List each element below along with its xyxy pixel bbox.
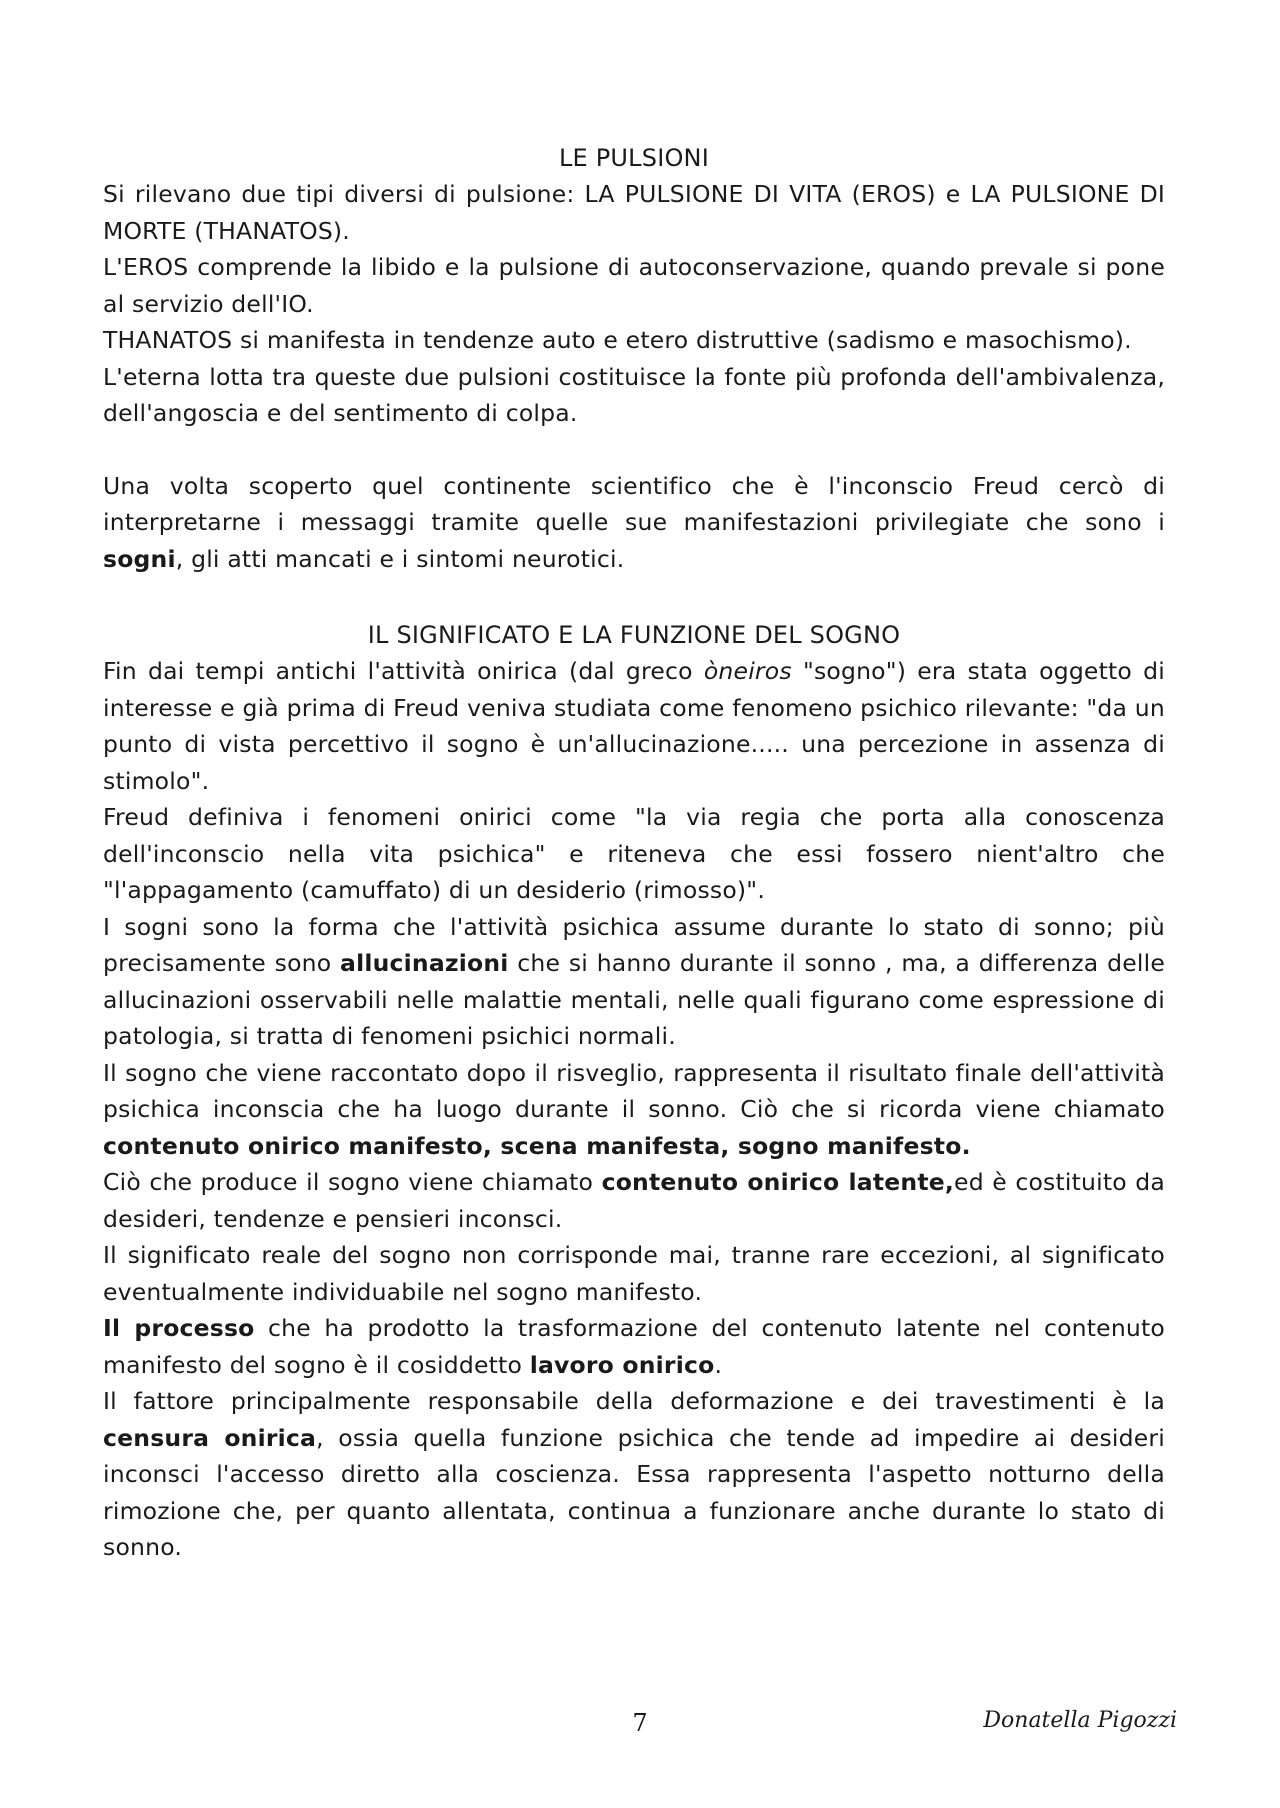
page-number: 7 bbox=[632, 1709, 648, 1737]
paragraph-freud-definiva: Freud definiva i fenomeni onirici come "la via regia che porta alla conoscenza dell'inconscio nella vita psichica" e riteneva che essi fossero nient'altro che "l'appagamento (camuffato) di un desiderio (rimosso)". bbox=[103, 803, 1165, 904]
page-content bbox=[103, 140, 1165, 1566]
text-run: che si hanno durante il sonno , ma, a differenza delle allucinazioni osservabili nelle malattie mentali, nelle quali figurano come espressione di patologia, si tratta di fenomeni psichici normali. bbox=[103, 949, 1165, 1050]
paragraph-spacer bbox=[103, 432, 1165, 468]
paragraph-pulsione-tipi: Si rilevano due tipi diversi di pulsione: LA PULSIONE DI VITA (EROS) e LA PULSIONE DI MORTE (THANATOS). bbox=[103, 180, 1165, 245]
paragraph-censura bbox=[103, 1383, 1165, 1566]
text-run: ed è costituito da desideri, tendenze e pensieri inconsci. bbox=[103, 1168, 1165, 1233]
bold-text-contenuto-manifesto: contenuto onirico manifesto, scena manifesta, sogno manifesto. bbox=[103, 1131, 971, 1160]
text-run: Fin dai tempi antichi l'attività onirica (dal greco bbox=[103, 657, 704, 685]
paragraph-eterna-lotta: L'eterna lotta tra queste due pulsioni costituisce la fonte più profonda dell'ambivalenza, dell'angoscia e del sentimento di colpa. bbox=[103, 362, 1165, 427]
paragraph-thanatos: THANATOS si manifesta in tendenze auto e etero distruttive (sadismo e masochismo). bbox=[103, 326, 1132, 354]
bold-text-lavoro-onirico: lavoro onirico bbox=[529, 1350, 715, 1379]
text-run: Una volta scoperto quel continente scientifico che è l'inconscio Freud cercò di interpretarne i messaggi tramite quelle sue manifestazioni privilegiate che sono i bbox=[103, 471, 1165, 536]
author-signature: Donatella Pigozzi bbox=[983, 1708, 1177, 1733]
text-run: Ciò che produce il sogno viene chiamato bbox=[103, 1168, 602, 1196]
paragraph-inconscio bbox=[103, 468, 1165, 578]
paragraph-contenuto-latente bbox=[103, 1164, 1165, 1237]
paragraph-processo bbox=[103, 1310, 1165, 1383]
text-run: . bbox=[714, 1350, 723, 1379]
paragraph-attivita-onirica bbox=[103, 653, 1165, 799]
paragraph-spacer bbox=[103, 577, 1165, 613]
bold-text-censura-onirica: censura onirica bbox=[103, 1423, 317, 1452]
paragraph-significato-reale: Il significato reale del sogno non corrisponde mai, tranne rare eccezioni, al significato eventualmente individuabile nel sogno manifesto. bbox=[103, 1241, 1165, 1306]
paragraph-sogni-forma bbox=[103, 909, 1165, 1055]
text-run: , gli atti mancati e i sintomi neurotici. bbox=[175, 544, 625, 573]
bold-text-sogni: sogni bbox=[103, 544, 176, 573]
bold-text-allucinazioni: allucinazioni bbox=[340, 949, 509, 977]
text-run: Il fattore principalmente responsabile della deformazione e dei travestimenti è la bbox=[103, 1387, 1165, 1415]
italic-text-oneiros: òneiros bbox=[703, 657, 792, 685]
text-run: I sogni sono la forma che l'attività psichica assume durante lo stato di sonno; più precisamente sono bbox=[103, 912, 1165, 977]
bold-text-contenuto-latente: contenuto onirico latente, bbox=[601, 1168, 955, 1196]
paragraph-eros: L'EROS comprende la libido e la pulsione di autoconservazione, quando prevale si pone al servizio dell'IO. bbox=[103, 253, 1165, 318]
text-run: Il sogno che viene raccontato dopo il risveglio, rappresenta il risultato finale dell'attività psichica inconscia che ha luogo durante il sonno. Ciò che si ricorda viene chiamato bbox=[103, 1058, 1165, 1123]
text-run: , ossia quella funzione psichica che tende ad impedire ai desideri inconsci l'accesso diretto alla coscienza. Essa rappresenta l'aspetto notturno della rimozione che, per quanto allentata, continua a funzionare anche durante lo stato di sonno. bbox=[103, 1423, 1165, 1561]
bold-text-processo: Il processo bbox=[103, 1314, 255, 1342]
section-title-sogno: IL SIGNIFICATO E LA FUNZIONE DEL SOGNO bbox=[367, 621, 901, 649]
section-title-pulsioni: LE PULSIONI bbox=[558, 144, 709, 172]
text-run: "sogno") era stata oggetto di interesse e già prima di Freud veniva studiata come fenomeno psichico rilevante: "da un punto di vista percettivo il sogno è un'allucinazione..... una percezione in assenza di stimolo". bbox=[103, 657, 1165, 795]
paragraph-sogno-raccontato bbox=[103, 1055, 1165, 1165]
text-run: che ha prodotto la trasformazione del contenuto latente nel contenuto manifesto del sogno è il cosiddetto bbox=[103, 1314, 1165, 1379]
